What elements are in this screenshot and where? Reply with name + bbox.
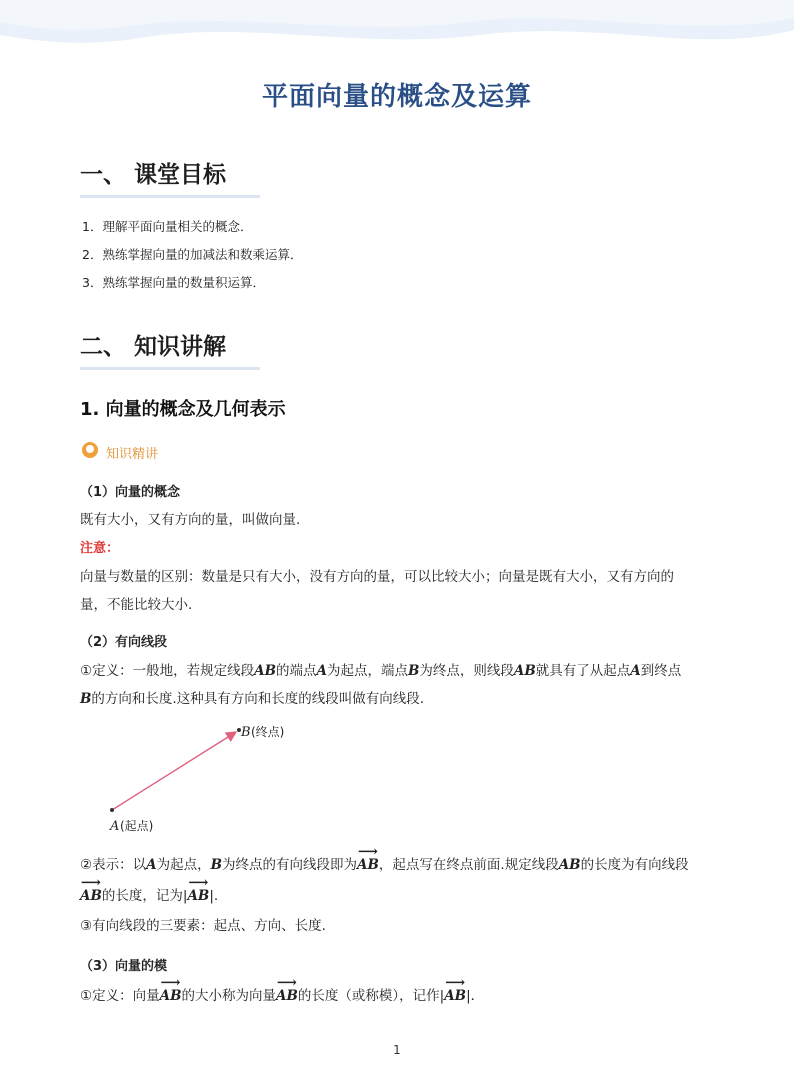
section1-heading: 一、 课堂目标	[80, 162, 227, 188]
label-b-note: (终点)	[251, 725, 285, 739]
vector-ab: ⟶ AB	[276, 988, 298, 1004]
page-number: 1	[393, 1043, 401, 1057]
page-title: 平面向量的概念及运算	[261, 82, 532, 112]
representation-line: ⟶ AB的长度，记为|⟶ AB|.	[80, 884, 218, 904]
math-b: B	[210, 857, 223, 873]
paragraph-title: （2）有向线段	[80, 635, 168, 650]
label-b: B	[241, 725, 251, 740]
label-a-note: (起点)	[120, 819, 154, 833]
math-b: B	[80, 691, 92, 707]
vector-ab: ⟶ AB	[80, 888, 102, 904]
math-a: A	[316, 663, 327, 679]
vector-ab: ⟶ AB	[444, 988, 466, 1004]
vector-ab: ⟶ AB	[187, 888, 209, 904]
subsection-heading: 1. 向量的概念及几何表示	[80, 399, 286, 420]
tip-label: 知识精讲	[106, 447, 159, 462]
paragraph-title: （1）向量的概念	[80, 485, 181, 500]
note-label: 注意：	[80, 541, 120, 556]
math-ab: AB	[558, 857, 581, 873]
math-a: A	[630, 663, 641, 679]
goal-item: 2．熟练掌握向量的加减法和数乘运算．	[82, 247, 303, 262]
arrow-ab	[112, 732, 236, 810]
paragraph-text: 既有大小，又有方向的量，叫做向量.	[80, 512, 301, 528]
representation-line: ②表示：以A为起点，B为终点的有向线段即为⟶ AB，起点写在终点前面.规定线段AB的长度为有向线段	[80, 853, 689, 873]
directed-segment-diagram	[100, 718, 360, 838]
vector-ab: ⟶ AB	[357, 857, 379, 873]
point-a	[110, 808, 114, 812]
modulus-line: ①定义：向量⟶ AB的大小称为向量⟶ AB的长度（或称模），记作|⟶ AB|．	[80, 984, 484, 1004]
lightbulb-icon	[82, 442, 98, 458]
section1-underline	[80, 195, 260, 198]
section2-heading: 二、 知识讲解	[80, 334, 227, 360]
vector-ab: ⟶ AB	[160, 988, 182, 1004]
three-elements-line: ③有向线段的三要素：起点、方向、长度.	[80, 918, 326, 934]
goal-item: 1．理解平面向量相关的概念．	[82, 219, 253, 234]
math-a: A	[146, 857, 157, 873]
math-ab: AB	[254, 663, 276, 679]
paragraph-title: （3）向量的模	[80, 959, 168, 974]
note-line: 量，不能比较大小.	[80, 597, 193, 613]
header-wave-decoration	[0, 0, 794, 60]
goal-item: 3．熟练掌握向量的数量积运算．	[82, 275, 265, 290]
note-line: 向量与数量的区别：数量是只有大小，没有方向的量，可以比较大小；向量是既有大小，又有方向的	[80, 569, 674, 585]
definition-line: B的方向和长度.这种具有方向和长度的线段叫做有向线段.	[80, 691, 425, 707]
math-ab: AB	[513, 663, 536, 679]
definition-line: ①定义：一般地，若规定线段AB的端点A为起点，端点B为终点，则线段AB就具有了从起点A到终点	[80, 663, 682, 679]
label-a: A	[110, 819, 120, 834]
section2-underline	[80, 367, 260, 370]
math-b: B	[407, 663, 420, 679]
